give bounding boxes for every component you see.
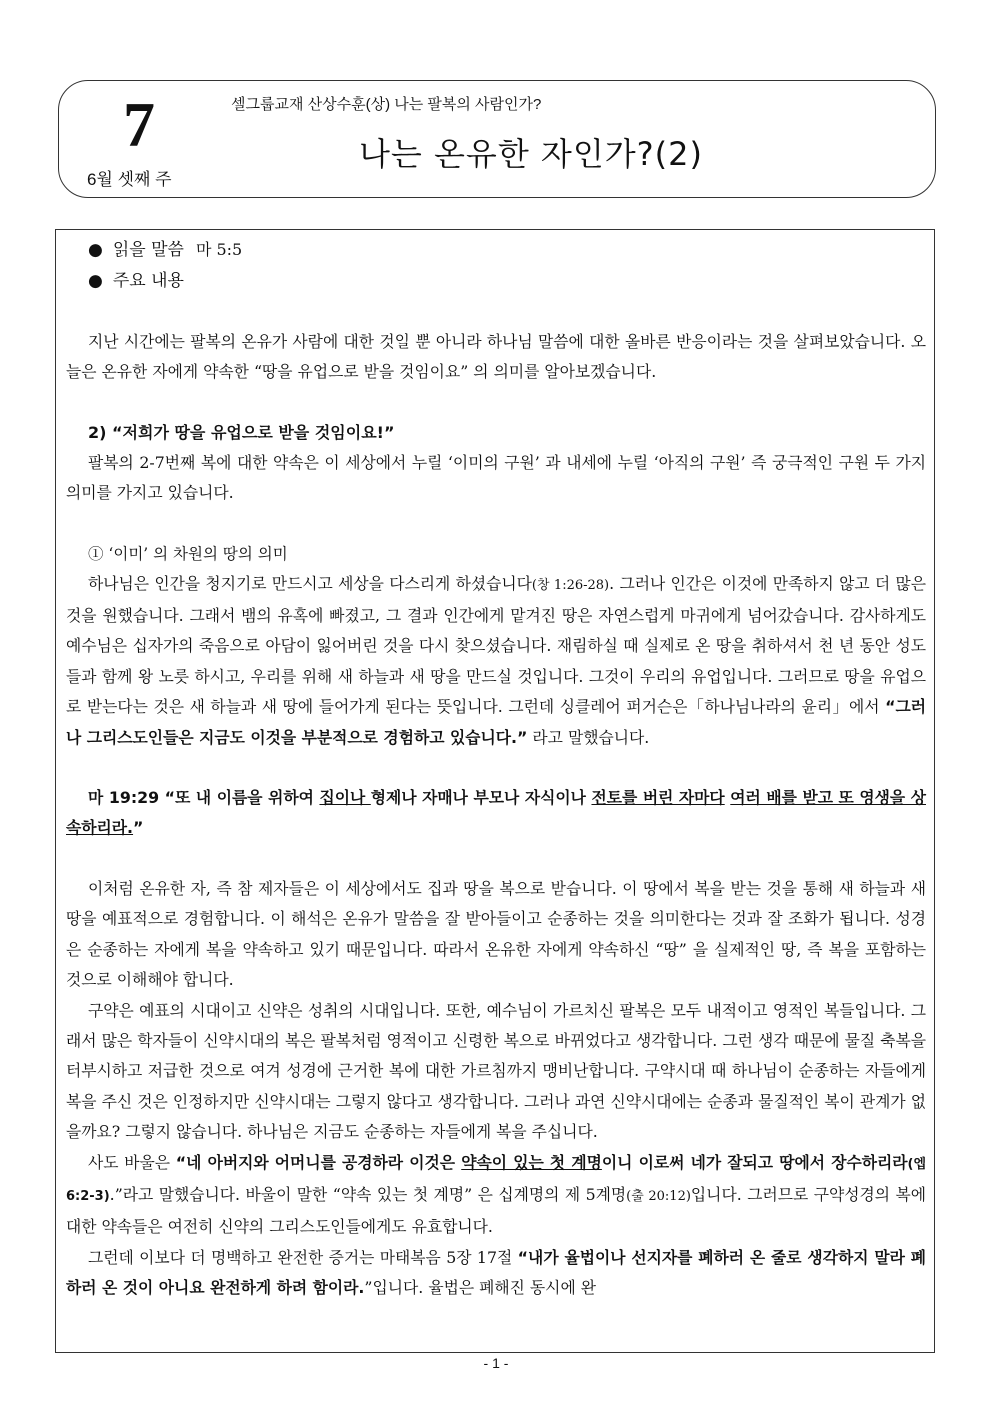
series-label: 셀그룹교재 산상수훈(상) 나는 팔복의 사람인가? (231, 96, 542, 113)
bullet-icon: ● (88, 271, 103, 291)
section-intro: 팔복의 2-7번째 복에 대한 약속은 이 세상에서 누릴 ‘이미의 구원’ 과 내세에 누릴 ‘아직의 구원’ 즉 궁극적인 구원 두 가지 의미를 가지고 있습니다. (66, 452, 926, 503)
reading-ref: 마 5:5 (195, 240, 243, 259)
lesson-number: 7 (123, 89, 155, 160)
page-number: - 1 - (483, 1355, 509, 1371)
lesson-header (58, 80, 936, 198)
paragraph-5: 그런데 이보다 더 명백하고 완전한 증거는 마태복음 5장 17절 “내가 율법이나 선지자를 폐하러 온 줄로 생각하지 말라 폐하러 온 것이 아니요 완전하게 하려 함이라.”입니다. 율법은 폐해진 동시에 완 (66, 1247, 926, 1298)
paragraph-1: 하나님은 인간을 청지기로 만드시고 세상을 다스리게 하셨습니다(창 1:26-28). 그러나 인간은 이것에 만족하지 않고 더 많은 것을 원했습니다. 그래서 뱀의 유혹에 빠졌고, 그 결과 인간에게 맡겨진 땅은 자연스럽게 마귀에게 넘어갔습니다. 감사하게도 예수님은 십자가의 죽음으로 아담이 잃어버린 것을 다시 찾으셨습니다. 재림하실 때 실제로 온 땅을 취하셔서 천 년 동안 성도들과 함께 왕 노릇 하시고, 우리를 위해 새 하늘과 새 땅을 만드실 것입니다. 그것이 우리의 유업입니다. 그러므로 땅을 유업으로 받는다는 것은 새 하늘과 새 땅에 들어가게 된다는 뜻입니다. 그런데 싱클레어 퍼거슨은「하나님나라의 윤리」에서 “그러나 그리스도인들은 지금도 이것을 부분적으로 경험하고 있습니다.” 라고 말했습니다. (66, 573, 926, 747)
content-body (66, 230, 926, 1304)
lesson-week: 6월 셋째 주 (87, 170, 172, 189)
bullet-icon: ● (88, 240, 103, 260)
reading-bullet (66, 234, 926, 266)
paragraph-4: 사도 바울은 “네 아버지와 어머니를 공경하라 이것은 약속이 있는 첫 계명이니 이로써 네가 잘되고 땅에서 장수하리라(엡 6:2-3).”라고 말했습니다. 바울이 말한 “약속 있는 첫 계명” 은 십계명의 제 5계명(출 20:12)입니다. 그러므로 구약성경의 복에 대한 약속들은 여전히 신약의 그리스도인들에게도 유효합니다. (66, 1152, 927, 1237)
paragraph-3: 구약은 예표의 시대이고 신약은 성취의 시대입니다. 또한, 예수님이 가르치신 팔복은 모두 내적이고 영적인 복들입니다. 그래서 많은 학자들이 신약시대의 복은 팔복처럼 영적이고 신령한 복으로 바뀌었다고 생각합니다. 그런 생각 때문에 물질 축복을 터부시하고 저급한 것으로 여겨 성경에 근거한 복에 대한 가르침까지 맹비난합니다. 구약시대 때 하나님이 순종하는 자들에게 복을 주신 것은 인정하지만 신약시대는 그렇지 않다고 생각합니다. 그러나 과연 신약시대에는 순종과 물질적인 복이 관계가 없을까요? 그렇지 않습니다. 하나님은 지금도 순종하는 자들에게 복을 주십니다. (66, 1000, 926, 1142)
sub-heading: ① ‘이미’ 의 차원의 땅의 의미 (88, 544, 288, 563)
reading-label: 읽을 말씀 (112, 240, 184, 260)
main-label: 주요 내용 (112, 271, 184, 291)
intro-paragraph: 지난 시간에는 팔복의 온유가 사람에 대한 것일 뿐 아니라 하나님 말씀에 대한 올바른 반응이라는 것을 살펴보았습니다. 오늘은 온유한 자에게 약속한 “땅을 유업으로 받을 것임이요” 의 의미를 알아보겠습니다. (66, 332, 926, 382)
main-bullet (66, 266, 926, 297)
section-heading: 2) “저희가 땅을 유업으로 받을 것임이요!” (88, 422, 395, 442)
content-frame (55, 229, 935, 1353)
paragraph-2: 이처럼 온유한 자, 즉 참 제자들은 이 세상에서도 집과 땅을 복으로 받습니다. 이 땅에서 복을 받는 것을 통해 새 하늘과 새 땅을 예표적으로 경험합니다. 이 해석은 온유가 말씀을 잘 받아들이고 순종하는 것을 의미한다는 것과 잘 조화가 됩니다. 성경은 순종하는 자에게 복을 약속하고 있기 때문입니다. 따라서 온유한 자에게 약속하신 “땅” 을 실제적인 땅, 즉 복을 포함하는 것으로 이해해야 합니다. (66, 878, 926, 990)
verse-quote: 마 19:29 “또 내 이름을 위하여 집이나 형제나 자매나 부모나 자식이나 전토를 버린 자마다 여러 배를 받고 또 영생을 상속하리라.” (66, 788, 926, 838)
page-title: 나는 온유한 자인가?(2) (359, 135, 703, 173)
